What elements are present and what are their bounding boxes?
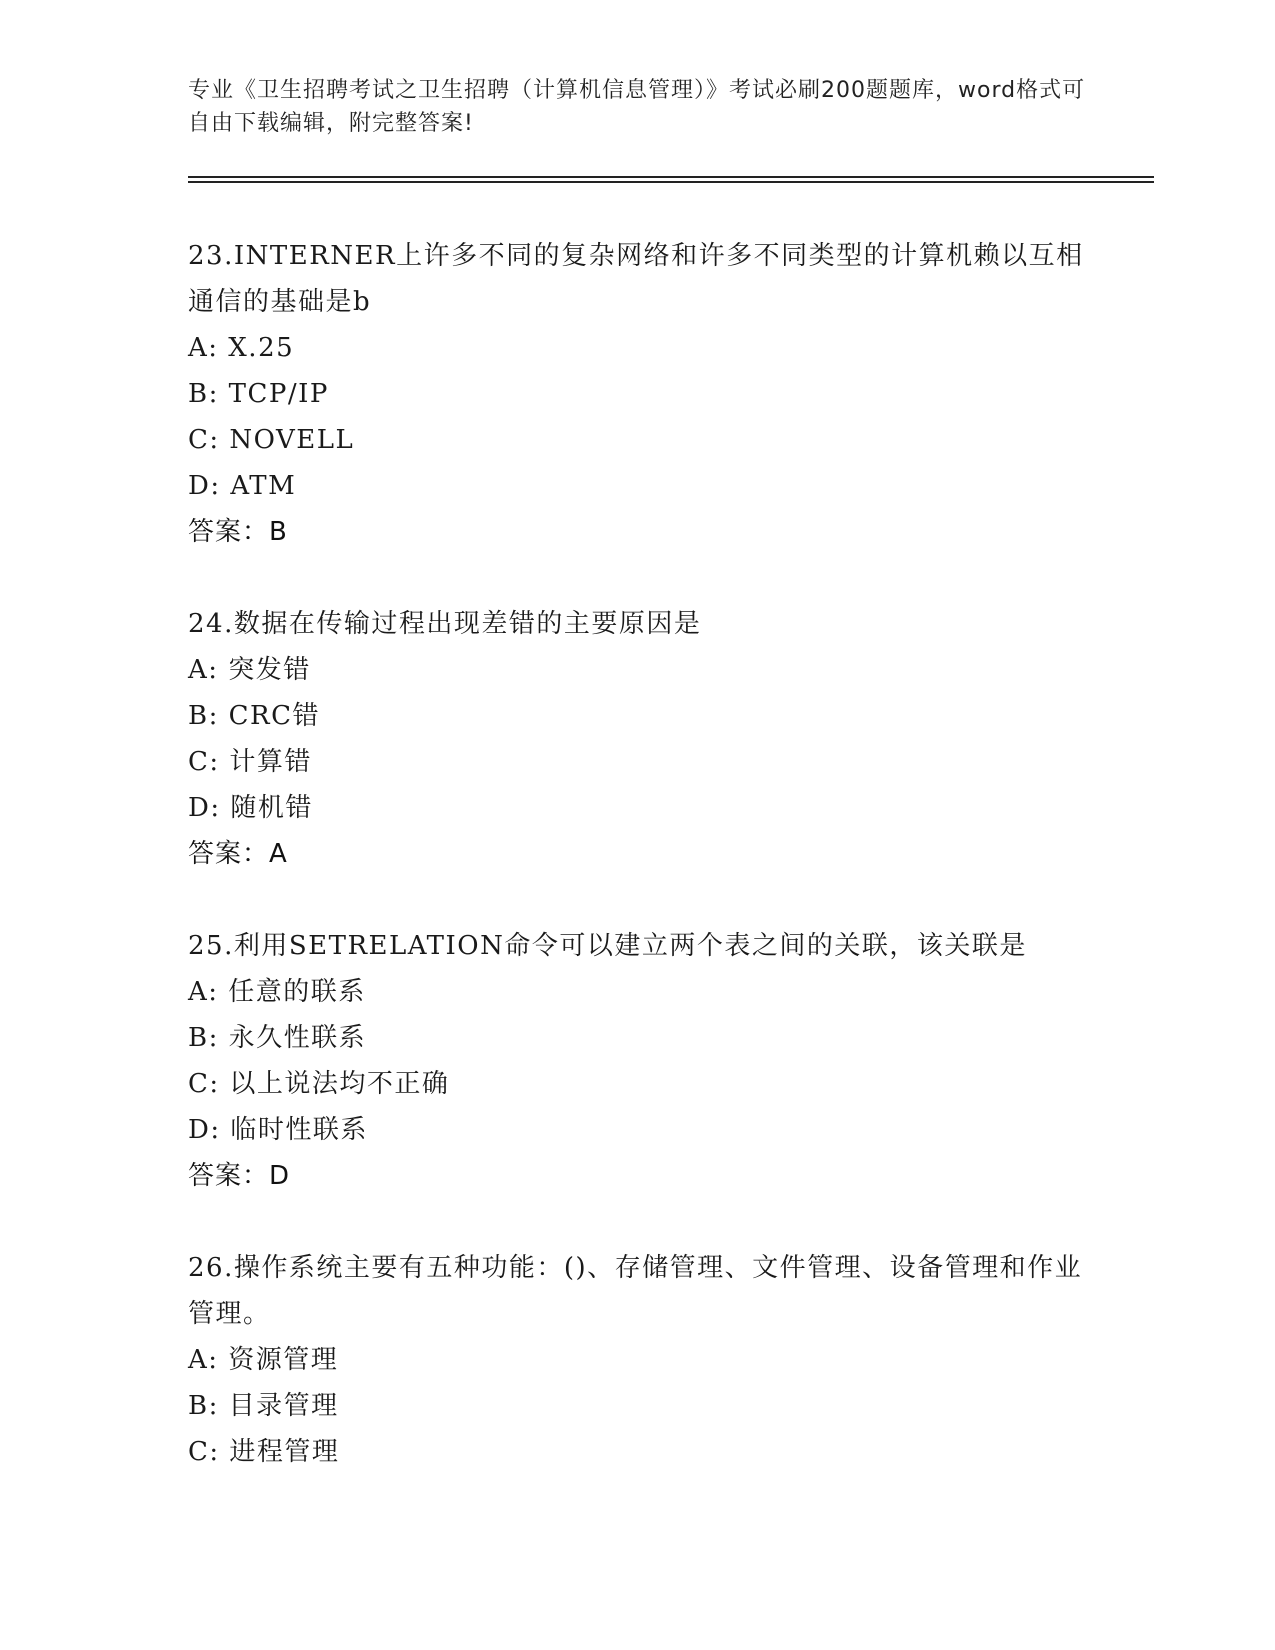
- option-b: B: TCP/IP: [188, 379, 329, 409]
- question-23: [188, 233, 1148, 555]
- question-26: [188, 1245, 1148, 1475]
- document-header: 专业《卫生招聘考试之卫生招聘（计算机信息管理）》考试必刷200题题库，word格式可自由下载编辑，附完整答案!: [188, 78, 1086, 136]
- option-d: D: 临时性联系: [188, 1115, 368, 1145]
- option-d: D: 随机错: [188, 793, 313, 823]
- option-c: C: 计算错: [188, 747, 312, 777]
- question-25: [188, 923, 1148, 1199]
- answer-line: 答案：A: [188, 839, 288, 869]
- header-divider-bottom: [188, 181, 1154, 183]
- question-text: 26.操作系统主要有五种功能：()、存储管理、文件管理、设备管理和作业管理。: [188, 1253, 1083, 1329]
- header-divider-top: [188, 176, 1154, 178]
- option-d: D: ATM: [188, 471, 297, 501]
- question-text: 25.利用SETRELATION命令可以建立两个表之间的关联，该关联是: [188, 931, 1027, 961]
- option-c: C: 以上说法均不正确: [188, 1069, 450, 1099]
- option-a: A: 任意的联系: [188, 977, 366, 1007]
- answer-line: 答案：B: [188, 517, 288, 547]
- question-text: 23.INTERNER上许多不同的复杂网络和许多不同类型的计算机赖以互相通信的基础是b: [188, 241, 1084, 317]
- question-list: [188, 233, 1148, 1521]
- question-text: 24.数据在传输过程出现差错的主要原因是: [188, 609, 702, 639]
- question-24: [188, 601, 1148, 877]
- option-a: A: 资源管理: [188, 1345, 339, 1375]
- option-b: B: 永久性联系: [188, 1023, 367, 1053]
- option-b: B: CRC错: [188, 701, 320, 731]
- option-a: A: X.25: [188, 333, 295, 363]
- option-b: B: 目录管理: [188, 1391, 339, 1421]
- option-c: C: NOVELL: [188, 425, 355, 455]
- answer-line: 答案：D: [188, 1161, 291, 1191]
- option-c: C: 进程管理: [188, 1437, 340, 1467]
- option-a: A: 突发错: [188, 655, 311, 685]
